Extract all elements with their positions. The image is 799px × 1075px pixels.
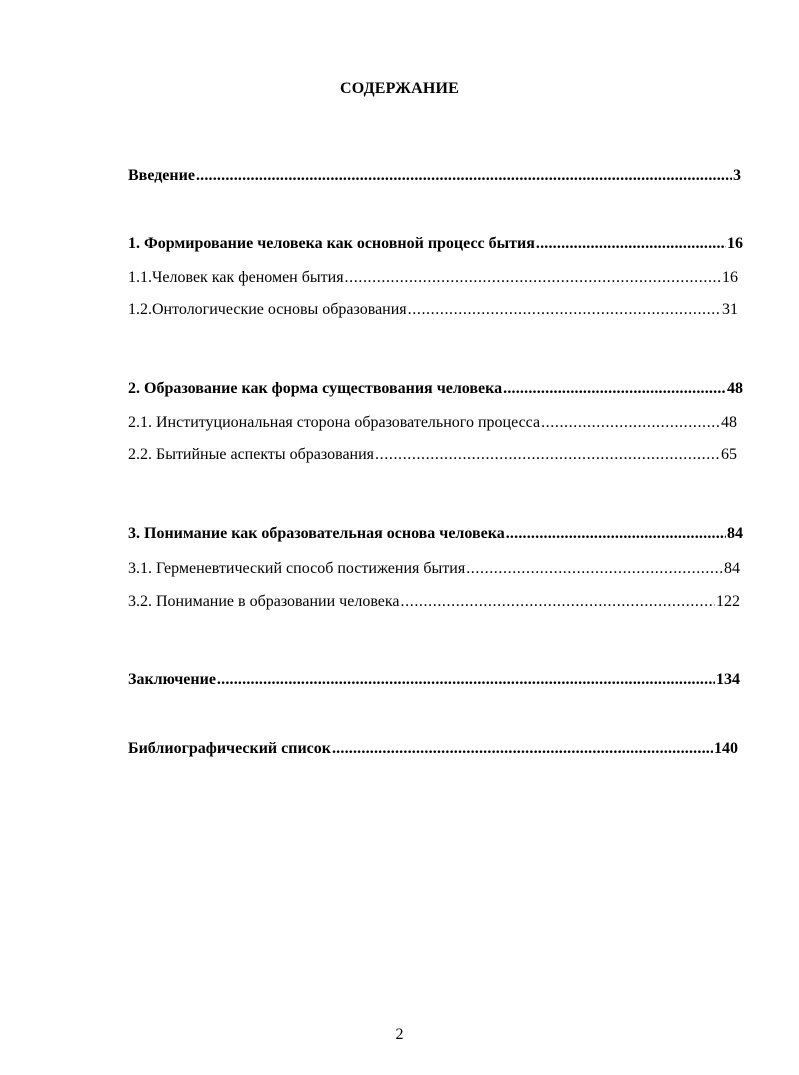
toc-entry-label: 1.1.Человек как феномен бытия <box>128 269 344 286</box>
toc-entry-label: 2.2. Бытийные аспекты образования <box>128 446 375 463</box>
toc-dot-leader <box>466 559 723 579</box>
toc-entry-section-2-2 <box>128 445 737 465</box>
toc-entry-label: 2. Образование как форма существования человека <box>128 380 503 397</box>
toc-entry-conclusion <box>128 670 740 690</box>
toc-entry-page: 134 <box>716 671 740 688</box>
toc-entry-page: 65 <box>721 446 737 463</box>
toc-entry-chapter-1 <box>128 234 743 254</box>
page-title: СОДЕРЖАНИЕ <box>339 80 460 97</box>
toc-entry-section-3-2 <box>128 592 740 612</box>
toc-entry-page: 48 <box>721 414 737 431</box>
toc-entry-label: Заключение <box>128 671 216 688</box>
toc-dot-leader <box>375 445 720 465</box>
toc-dot-leader <box>408 300 721 320</box>
toc-entry-label: 3.1. Герменевтический способ постижения бытия <box>128 560 466 577</box>
toc-dot-leader <box>503 379 726 399</box>
toc-entry-label: 1. Формирование человека как основной процесс бытия <box>128 235 535 252</box>
toc-dot-leader <box>506 524 726 544</box>
toc-dot-leader <box>345 268 721 288</box>
page-number: 2 <box>395 1026 404 1043</box>
toc-dot-leader <box>196 166 732 186</box>
toc-entry-bibliography <box>128 739 738 759</box>
toc-entry-introduction <box>128 166 741 186</box>
toc-entry-page: 48 <box>727 380 743 397</box>
toc-entry-page: 16 <box>727 235 743 252</box>
toc-entry-page: 84 <box>724 560 740 577</box>
toc-dot-leader <box>332 739 713 759</box>
toc-entry-section-1-2 <box>128 300 738 320</box>
toc-entry-chapter-3 <box>128 524 743 544</box>
toc-entry-page: 84 <box>727 525 743 542</box>
toc-entry-page: 16 <box>722 269 738 286</box>
toc-entry-page: 3 <box>733 167 741 184</box>
toc-dot-leader <box>217 670 715 690</box>
toc-entry-label: 3.2. Понимание в образовании человека <box>128 593 400 610</box>
toc-entry-label: Введение <box>128 167 195 184</box>
toc-entry-label: 2.1. Институциональная сторона образовательного процесса <box>128 414 541 431</box>
toc-entry-section-2-1 <box>128 413 737 433</box>
toc-dot-leader <box>536 234 726 254</box>
toc-entry-chapter-2 <box>128 379 743 399</box>
toc-entry-label: Библиографический список <box>128 740 331 757</box>
toc-entry-page: 31 <box>722 301 738 318</box>
toc-dot-leader <box>541 413 720 433</box>
toc-entry-section-1-1 <box>128 268 738 288</box>
toc-entry-label: 1.2.Онтологические основы образования <box>128 301 407 318</box>
toc-entry-label: 3. Понимание как образовательная основа человека <box>128 525 505 542</box>
toc-entry-page: 140 <box>714 740 738 757</box>
toc-entry-page: 122 <box>716 593 740 610</box>
toc-dot-leader <box>401 592 715 612</box>
toc-entry-section-3-1 <box>128 559 740 579</box>
